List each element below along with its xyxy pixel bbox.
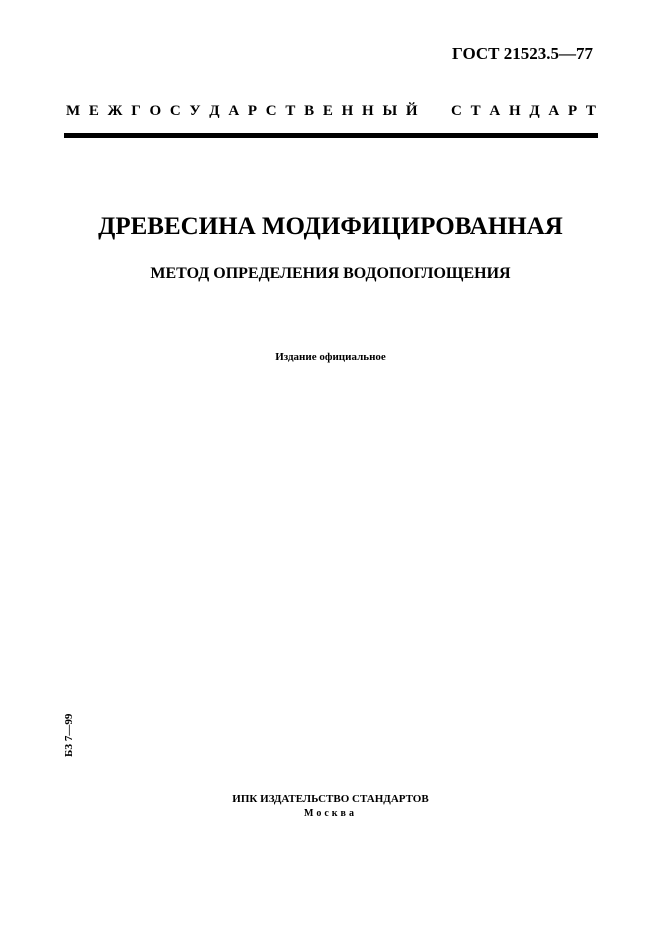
- publisher-name: ИПК ИЗДАТЕЛЬСТВО СТАНДАРТОВ: [232, 793, 429, 805]
- heading-letter: Р: [247, 103, 258, 119]
- gost-code: ГОСТ 21523.5—77: [452, 44, 593, 63]
- heading-letter: Н: [362, 103, 374, 119]
- header-rule: [64, 133, 598, 138]
- publisher-city: Москва: [304, 808, 357, 819]
- heading-letter: Т: [285, 103, 296, 119]
- document-title: ДРЕВЕСИНА МОДИФИЦИРОВАННАЯ: [98, 213, 563, 240]
- heading-letter: Й: [405, 103, 418, 119]
- heading-letter: Р: [568, 103, 578, 119]
- heading-letter: Е: [88, 103, 99, 119]
- standard-type-heading: [66, 103, 596, 120]
- heading-letter: Н: [341, 103, 354, 119]
- heading-letter: Ы: [382, 103, 398, 119]
- document-subtitle: МЕТОД ОПРЕДЕЛЕНИЯ ВОДОПОГЛОЩЕНИЯ: [150, 265, 511, 282]
- heading-letter: А: [228, 103, 240, 119]
- heading-space: [426, 103, 442, 120]
- heading-letter: С: [169, 103, 181, 119]
- heading-letter: О: [149, 103, 162, 119]
- heading-letter: Т: [585, 103, 596, 119]
- heading-letter: Г: [131, 103, 141, 119]
- heading-letter: Н: [508, 103, 521, 119]
- heading-letter: А: [548, 103, 560, 119]
- side-catalog-code: БЗ 7—99: [63, 713, 75, 757]
- heading-letter: Д: [209, 103, 220, 119]
- heading-letter: У: [189, 103, 201, 119]
- heading-letter: С: [451, 103, 462, 119]
- heading-letter: Т: [470, 103, 481, 119]
- heading-letter: Ж: [107, 103, 123, 119]
- heading-letter: В: [304, 103, 315, 119]
- edition-note: Издание официальное: [275, 351, 386, 363]
- heading-letter: Е: [322, 103, 333, 119]
- heading-letter: А: [489, 103, 501, 119]
- heading-letter: М: [66, 103, 81, 119]
- heading-letter: Д: [529, 103, 540, 119]
- heading-letter: С: [265, 103, 277, 119]
